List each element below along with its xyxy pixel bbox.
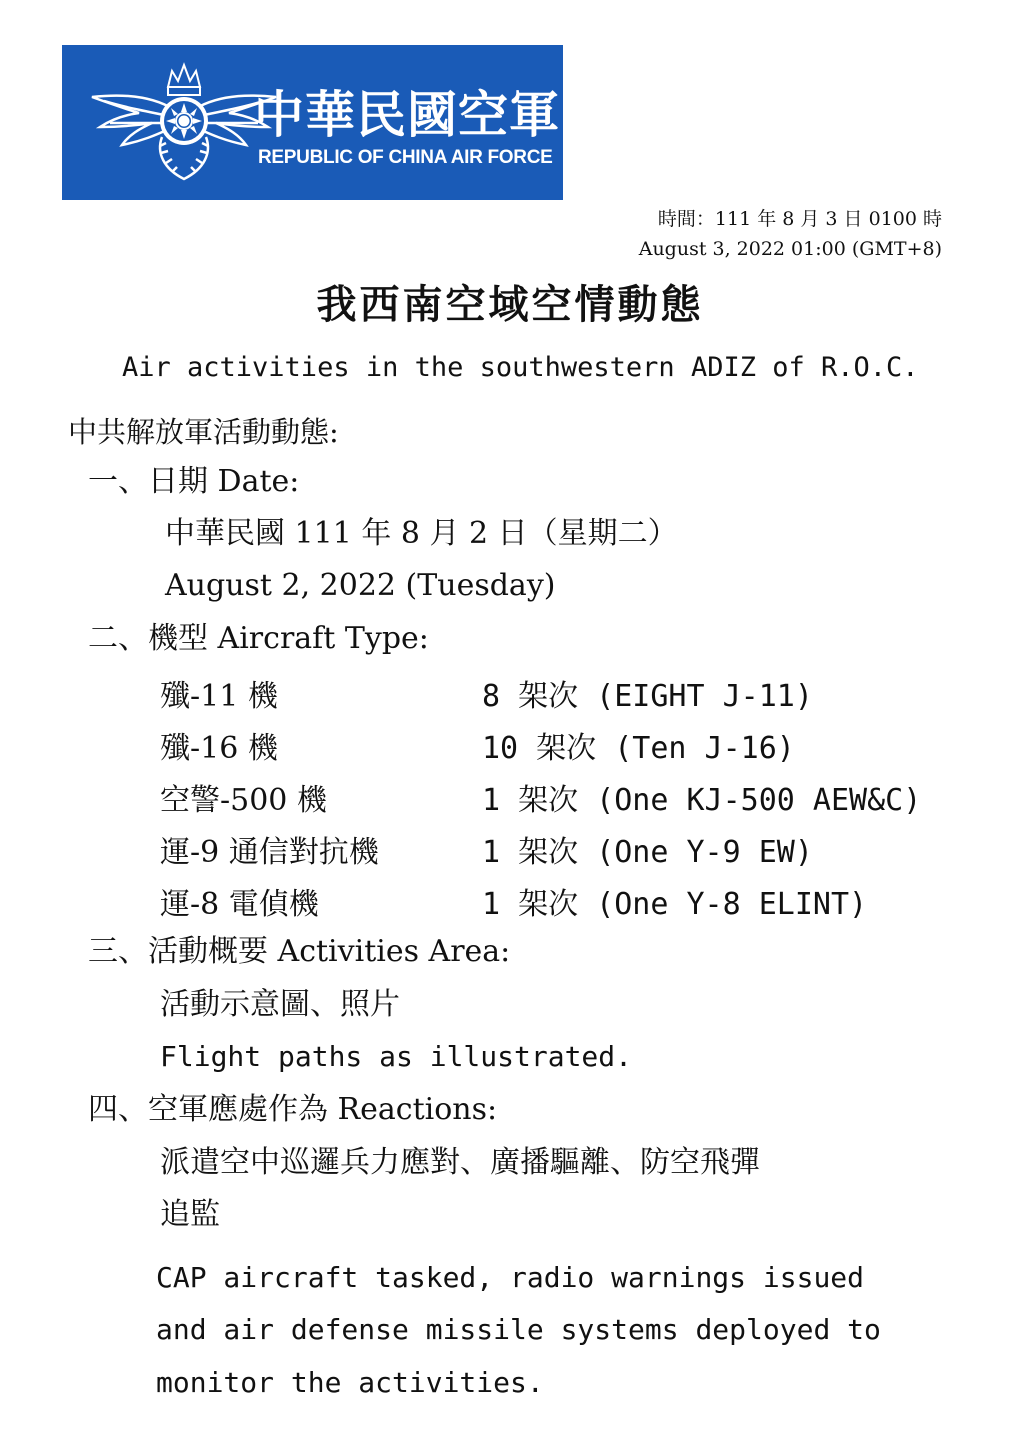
page-title: 我西南空域空情動態 — [316, 282, 704, 328]
aircraft-name: 運-8 電偵機 — [160, 887, 319, 922]
date-en: August 2, 2022 (Tuesday) — [165, 568, 556, 603]
date-zh: 中華民國 111 年 8 月 2 日（星期二） — [165, 516, 678, 551]
aircraft-name: 殲-16 機 — [160, 731, 278, 766]
logo-title-en: REPUBLIC OF CHINA AIR FORCE — [258, 147, 553, 168]
reactions-en-line1: CAP aircraft tasked, radio warnings issued — [156, 1261, 865, 1294]
aircraft-count: 8 架次 (EIGHT J-11) — [482, 679, 813, 714]
aircraft-name: 殲-11 機 — [160, 679, 278, 714]
logo-title-zh: 中華民國空軍 — [254, 86, 560, 144]
timestamp-zh: 時間：111 年 8 月 3 日 0100 時 — [657, 208, 942, 230]
reactions-heading: 四、空軍應處作為 Reactions: — [88, 1092, 498, 1127]
page-title-en: Air activities in the southwestern ADIZ of R.O.C. — [122, 352, 919, 383]
reactions-zh-line2: 追監 — [160, 1197, 220, 1232]
timestamp-en: August 3, 2022 01:00 (GMT+8) — [638, 238, 942, 260]
aircraft-name: 空警-500 機 — [160, 783, 327, 818]
aircraft-heading: 二、機型 Aircraft Type: — [88, 621, 429, 656]
area-en: Flight paths as illustrated. — [160, 1040, 633, 1073]
air-force-logo — [62, 45, 563, 200]
area-heading: 三、活動概要 Activities Area: — [88, 934, 511, 969]
aircraft-count: 1 架次 (One Y-9 EW) — [482, 835, 813, 870]
section-subtitle: 中共解放軍活動動態: — [68, 415, 339, 449]
aircraft-count: 1 架次 (One Y-8 ELINT) — [482, 887, 868, 922]
reactions-zh-line1: 派遣空中巡邏兵力應對、廣播驅離、防空飛彈 — [160, 1145, 760, 1180]
aircraft-count: 1 架次 (One KJ-500 AEW&C) — [482, 783, 922, 818]
reactions-en-line2: and air defense missile systems deployed to — [156, 1313, 881, 1346]
reactions-en-line3: monitor the activities. — [156, 1366, 544, 1399]
aircraft-name: 運-9 通信對抗機 — [160, 835, 379, 870]
area-zh: 活動示意圖、照片 — [160, 987, 400, 1022]
timestamp — [639, 204, 942, 264]
aircraft-count: 10 架次 (Ten J-16) — [482, 731, 795, 766]
date-heading: 一、日期 Date: — [88, 464, 300, 499]
